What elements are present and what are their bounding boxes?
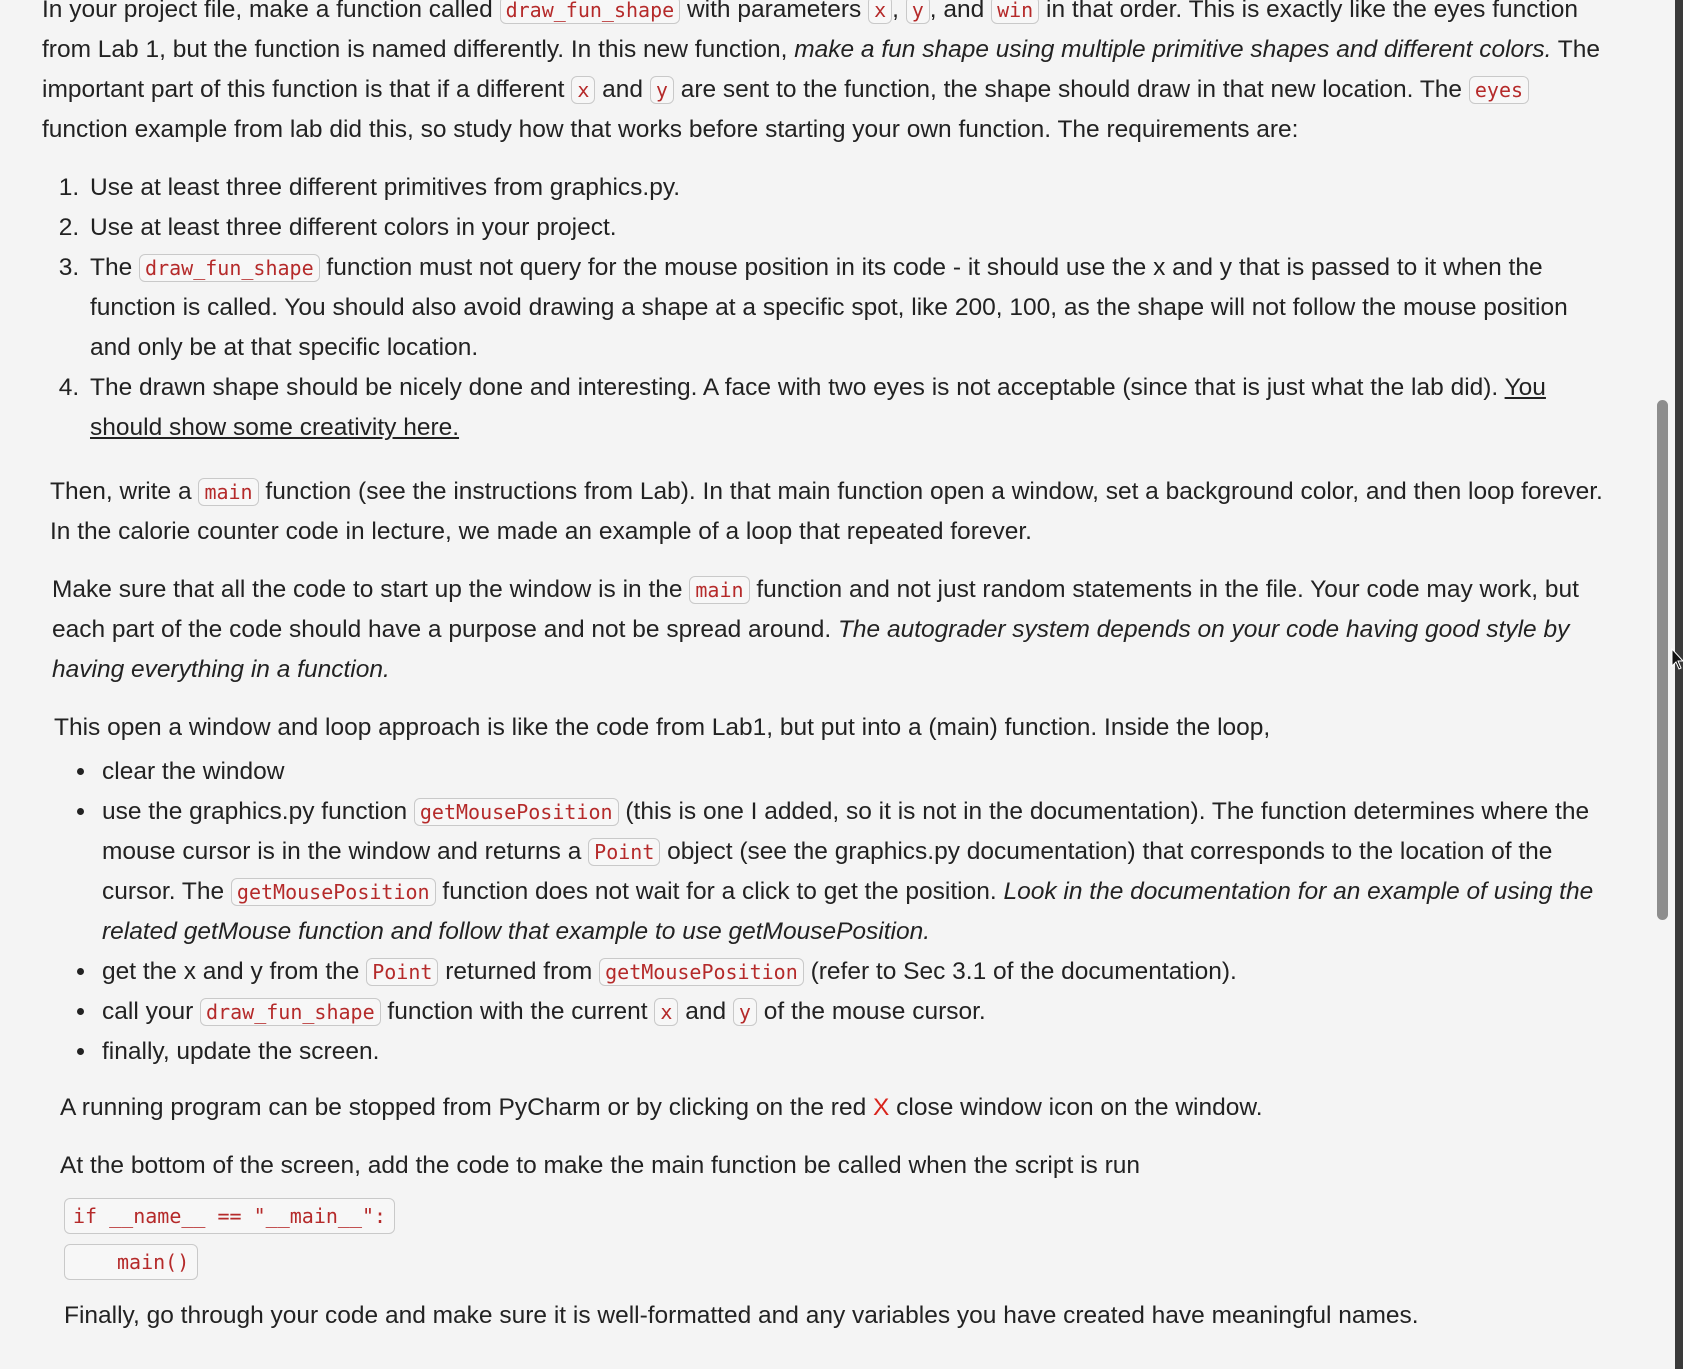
final-paragraph: Finally, go through your code and make sure it is well-formatted and any variables you have created have meaningful names.: [64, 1302, 1419, 1329]
text: use the graphics.py function: [102, 798, 414, 825]
text: function does not wait for a click to get the position.: [435, 878, 1004, 905]
text: Use at least three different colors in your project.: [90, 214, 617, 241]
text: and: [678, 998, 733, 1025]
text: (this is one I added, so it is not in the documentation). The function determines where the mouse cursor is in the window and returns a: [102, 798, 1590, 865]
assignment-content: [42, 0, 1612, 1336]
inline-code: x: [868, 0, 892, 24]
bottom-paragraph: At the bottom of the screen, add the code to make the main function be called when the script is run: [60, 1152, 1140, 1179]
text: get the x and y from the: [102, 958, 367, 985]
text: close window icon on the window.: [889, 1094, 1263, 1121]
text: The: [90, 254, 140, 281]
emphasis-text: The autograder system depends on your code having good style by having everything in a function.: [52, 616, 1570, 683]
text: Use at least three different primitives from graphics.py.: [90, 174, 681, 201]
main-guard-code-block: [64, 1196, 1612, 1282]
text: The drawn shape should be nicely done and interesting. A face with two eyes is not acceptable (since that is just what the lab did).: [90, 374, 1505, 401]
text: are sent to the function, the shape should draw in that new location. The: [673, 76, 1469, 103]
underlined-text: You should show some creativity here.: [90, 374, 1546, 441]
code-line: if __name__ == "__main__":: [64, 1198, 395, 1234]
text: call your: [102, 998, 201, 1025]
inline-code: x: [571, 76, 595, 104]
vertical-scrollbar[interactable]: [1657, 400, 1668, 920]
intro-paragraph: [42, 0, 1612, 150]
requirement-item: [86, 168, 1612, 208]
text: clear the window: [102, 758, 285, 785]
text: Make sure that all the code to start up the window is in the: [52, 576, 690, 603]
inline-code: y: [733, 998, 757, 1026]
text: of the mouse cursor.: [756, 998, 986, 1025]
text: and: [595, 76, 650, 103]
inline-code: main: [689, 576, 749, 604]
inline-code: y: [650, 76, 674, 104]
text: A running program can be stopped from PyCharm or by clicking on the red: [60, 1094, 873, 1121]
requirement-item: [86, 368, 1612, 448]
stop-paragraph: [42, 1088, 1612, 1128]
inline-code: getMousePosition: [599, 958, 804, 986]
inline-code: getMousePosition: [414, 798, 619, 826]
red-x-text: X: [873, 1094, 890, 1121]
window-edge: [1675, 0, 1683, 1369]
text: in that order. This is exactly like the eyes function from Lab 1, but the function is named differently. In this new function,: [42, 0, 1579, 63]
text: (refer to Sec 3.1 of the documentation).: [803, 958, 1237, 985]
text: function must not query for the mouse position in its code - it should use the x and y that is passed to it when the function is called. You should also avoid drawing a shape at a specific spot, like 200, 100, as the shape will not follow the mouse position and only be at that specific location.: [90, 254, 1568, 361]
main-function-paragraph: [42, 472, 1612, 552]
emphasis-text: make a fun shape using multiple primitive shapes and different colors.: [794, 36, 1552, 63]
text: , and: [929, 0, 992, 23]
loop-step-item: [98, 1032, 1612, 1072]
emphasis-text: Look in the documentation for an example of using the related getMouse function and follow that example to use getMousePosition.: [102, 878, 1594, 945]
loop-steps-list: [42, 752, 1612, 1072]
inline-code: x: [654, 998, 678, 1026]
inline-code: y: [906, 0, 930, 24]
requirement-item: [86, 208, 1612, 248]
code-line: main(): [64, 1244, 198, 1280]
text: function (see the instructions from Lab). In that main function open a window, set a background color, and then loop forever. In the calorie counter code in lecture, we made an example of a loop that repeated forever.: [50, 478, 1603, 545]
inline-code: main: [198, 478, 258, 506]
loop-step-item: [98, 992, 1612, 1032]
inline-code: draw_fun_shape: [500, 0, 681, 24]
text: with parameters: [680, 0, 869, 23]
inline-code: eyes: [1469, 76, 1529, 104]
mouse-cursor-icon: [1671, 648, 1683, 670]
inline-code: win: [991, 0, 1039, 24]
text: ,: [892, 0, 906, 23]
text: function and not just random statements in the file. Your code may work, but each part of the code should have a purpose and not be spread around.: [52, 576, 1579, 643]
loop-step-item: [98, 752, 1612, 792]
text: returned from: [438, 958, 600, 985]
inline-code: getMousePosition: [231, 878, 436, 906]
inline-code: Point: [366, 958, 438, 986]
style-paragraph: [42, 570, 1612, 690]
text: object (see the graphics.py documentation) that corresponds to the location of the cursor. The: [102, 838, 1553, 905]
text: In your project file, make a function called: [42, 0, 500, 23]
inline-code: Point: [588, 838, 660, 866]
requirement-item: [86, 248, 1612, 368]
text: finally, update the screen.: [102, 1038, 380, 1065]
requirements-list: [42, 168, 1612, 448]
loop-step-item: [98, 952, 1612, 992]
inline-code: draw_fun_shape: [200, 998, 381, 1026]
text: Then, write a: [50, 478, 199, 505]
text: function example from lab did this, so study how that works before starting your own function. The requirements are:: [42, 116, 1299, 143]
loop-step-item: [98, 792, 1612, 952]
loop-paragraph: This open a window and loop approach is like the code from Lab1, but put into a (main) function. Inside the loop,: [54, 714, 1271, 741]
inline-code: draw_fun_shape: [139, 254, 320, 282]
text: The important part of this function is that if a different: [42, 36, 1600, 103]
text: function with the current: [380, 998, 655, 1025]
